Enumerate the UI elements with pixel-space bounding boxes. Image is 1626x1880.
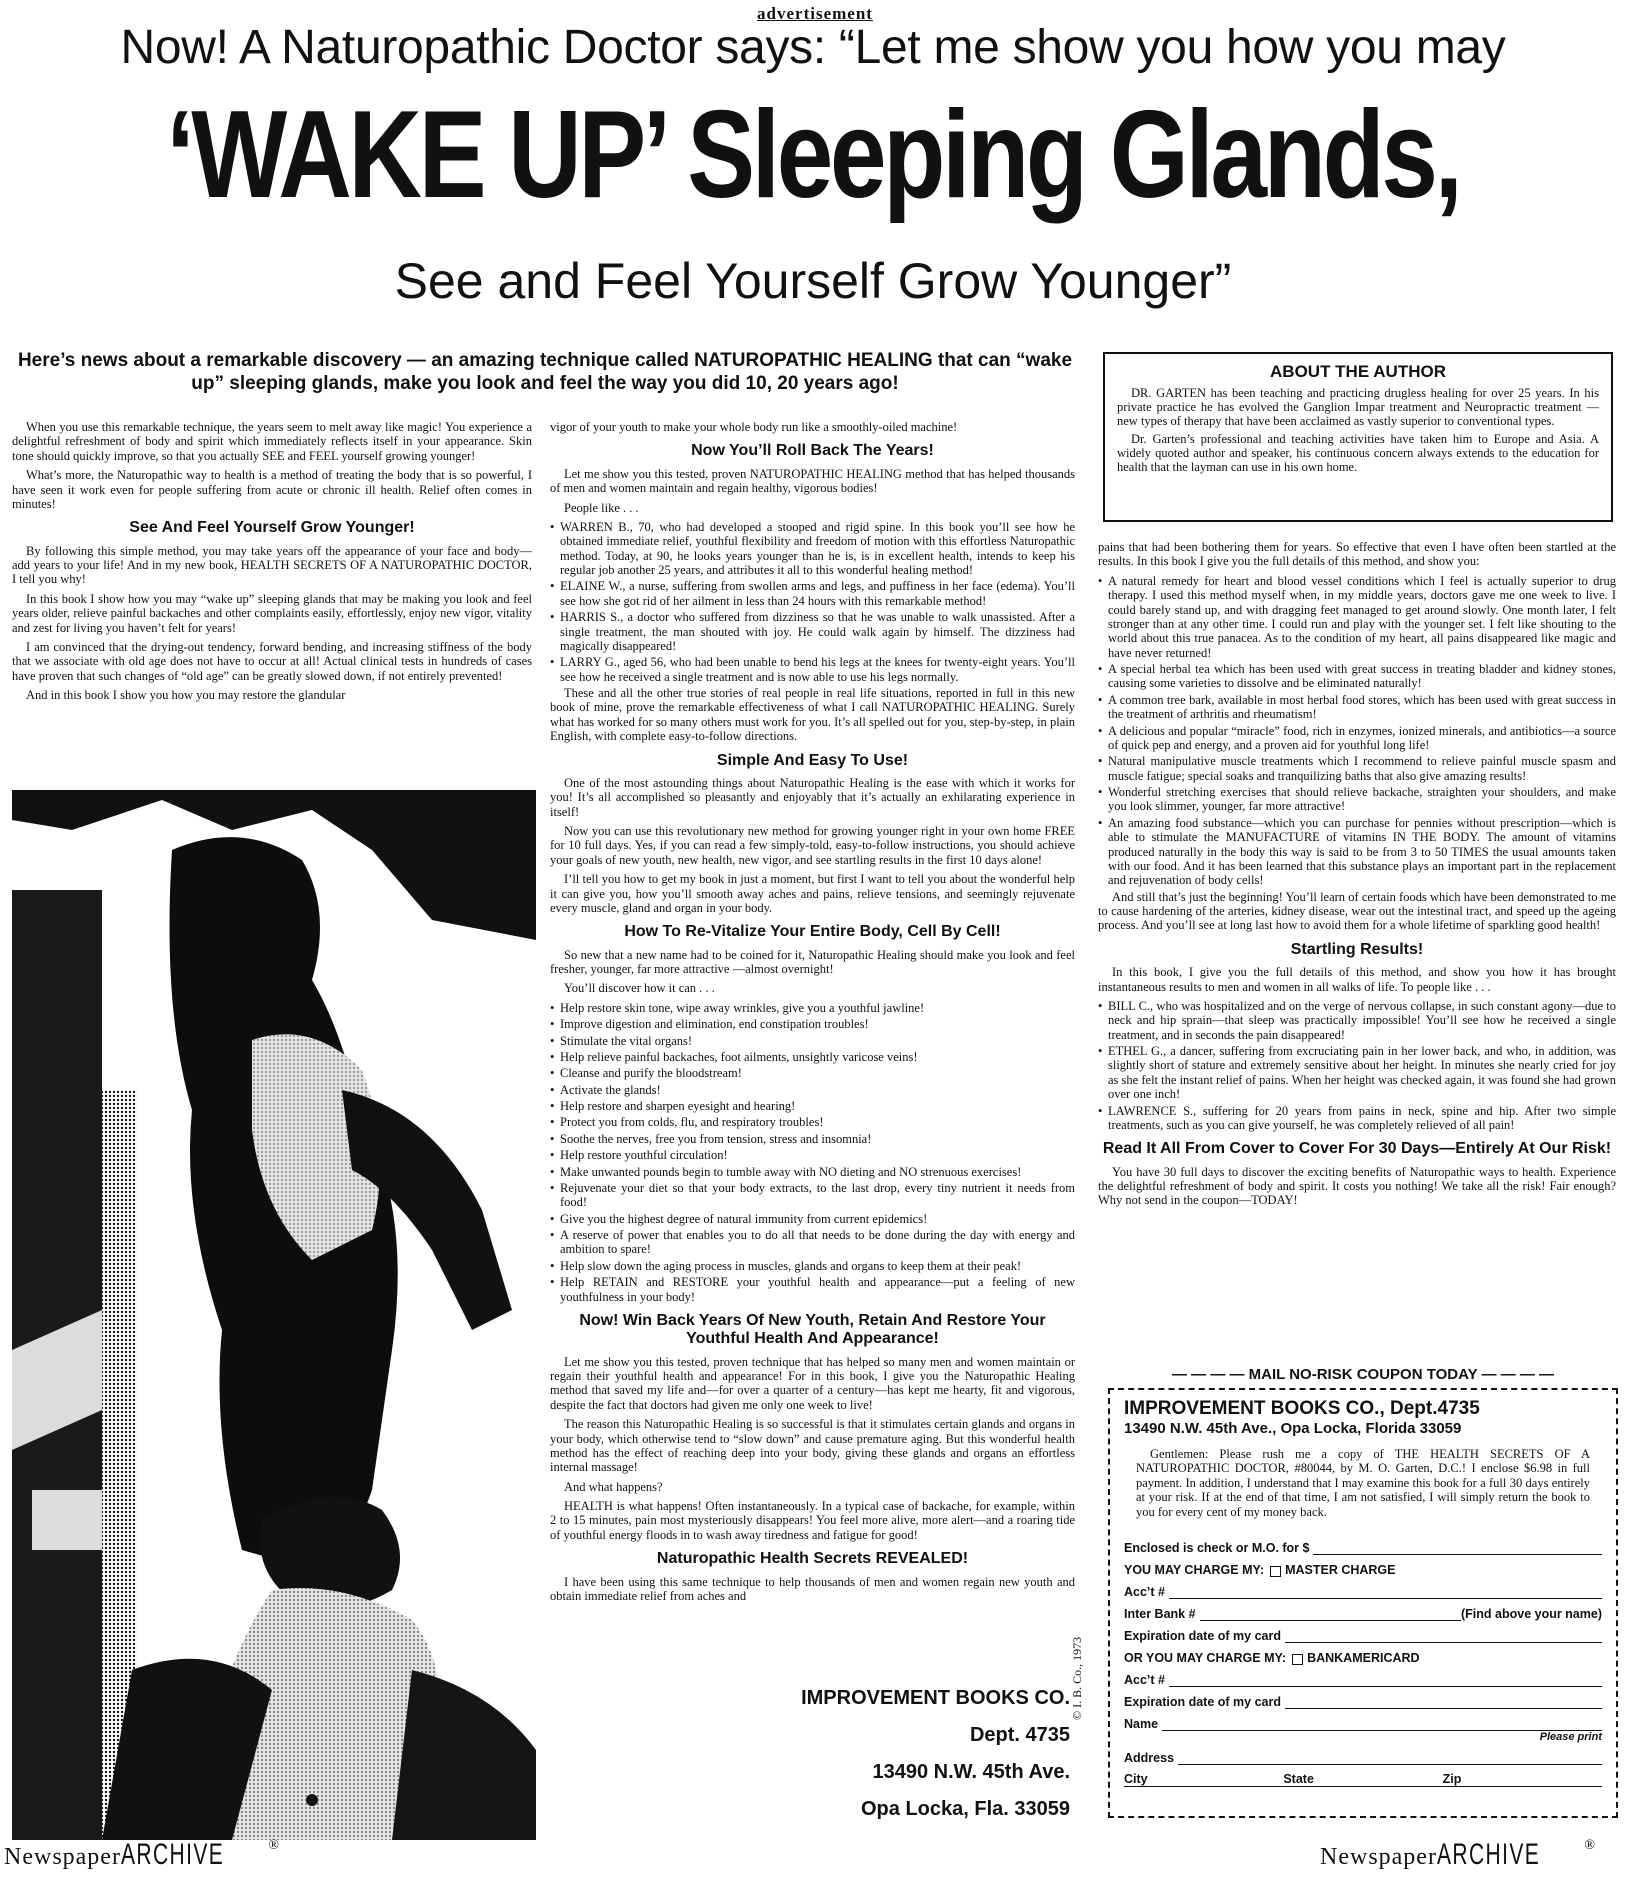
- paragraph: vigor of your youth to make your whole body run like a smoothly-oiled machine!: [550, 420, 958, 434]
- expiration-date-field[interactable]: Expiration date of my card: [1124, 1621, 1602, 1643]
- section-heading: Read It All From Cover to Cover For 30 Days—Entirely At Our Risk!: [1102, 1140, 1612, 1158]
- headline-line3: See and Feel Yourself Grow Younger”: [394, 253, 1232, 309]
- list-item: • Rejuvenate your diet so that your body extracts, to the last drop, every tiny nutrient it needs from food!: [550, 1181, 1075, 1210]
- paragraph: And what happens?: [564, 1479, 663, 1494]
- about-author-title: ABOUT THE AUTHOR: [1270, 362, 1446, 381]
- list-item: • LARRY G., aged 56, who had been unable to bend his legs at the knees for twenty-eight years. You’ll see how he received a single treatment and is now able to use his legs normally.: [550, 655, 1075, 684]
- list-item: • Cleanse and purify the bloodstream!: [550, 1066, 1075, 1080]
- list-item: • Give you the highest degree of natural immunity from current epidemics!: [550, 1212, 1075, 1226]
- paragraph: I am convinced that the drying-out tendency, forward bending, and increasing stiffness of the body that we associate with old age does not have to occur at all! Actual clinical tests in hundreds of cases have proven that such changes of “old age” can be greatly slowed down, if not entirely prevented!: [12, 639, 532, 683]
- list-item: • LAWRENCE S., suffering for 20 years from pains in neck, spine and hip. After two simple treatments, such as you can give yourself, he was completely relieved of all pain!: [1098, 1104, 1616, 1133]
- list-item: • A delicious and popular “miracle” food, rich in enzymes, ionized minerals, and antibiotics—a source of quick pep and energy, and a proven aid for youthful long life!: [1098, 724, 1616, 753]
- headline-main: ‘WAKE UP’ Sleeping Glands,: [166, 86, 1460, 224]
- section-heading: Simple And Easy To Use!: [716, 751, 909, 769]
- section-heading: Naturopathic Health Secrets REVEALED!: [656, 1550, 969, 1568]
- column-1: [12, 420, 532, 707]
- mailing-address-block: [800, 1680, 1070, 1828]
- column-2: [550, 420, 1075, 1608]
- payment-amount-field[interactable]: Enclosed is check or M.O. for $: [1124, 1533, 1602, 1555]
- interbank-number-field[interactable]: Inter Bank # (Find above your name): [1124, 1606, 1602, 1621]
- city-label: City: [1124, 1771, 1148, 1786]
- account-number-field-2[interactable]: Acc’t #: [1124, 1665, 1602, 1687]
- remedy-list: [1098, 574, 1616, 888]
- paragraph: One of the most astounding things about Naturopathic Healing is the ease with which it works for you! It’s all accomplished so pleasantly and enjoyably that it’s actually an exhilarating experience in itself!: [550, 775, 1075, 819]
- paragraph: Let me show you this tested, proven NATUROPATHIC HEALING method that has helped thousands of men and women maintain and regain healthy, vigorous bodies!: [550, 466, 1075, 496]
- list-item: • Help RETAIN and RESTORE your youthful health and appearance—put a feeling of new youthfulness in your body!: [550, 1275, 1075, 1304]
- paragraph: When you use this remarkable technique, the years seem to melt away like magic! You experience a delightful refreshment of body and spirit which immediately reflects itself in your appearance. Skin tone should quickly improve, so that you actually SEE and FEEL yourself growing younger!: [12, 420, 532, 463]
- paragraph: Dr. Garten’s professional and teaching activities have taken him to Europe and Asia. A widely quoted author and speaker, his continuous concern always extends to the education for health that the layman can use in his own home.: [1117, 431, 1599, 475]
- coupon-company: IMPROVEMENT BOOKS CO., Dept.4735: [1124, 1398, 1480, 1419]
- city-state-zip-field[interactable]: [1124, 1765, 1602, 1787]
- paragraph: The reason this Naturopathic Healing is so successful is that it stimulates certain glands and organs in your body, which otherwise tend to “slow down” and cause premature aging. But this wonderful health method has the effect of reaching deep into your body, giving these glands and organs an effortless internal massage!: [550, 1417, 1075, 1475]
- please-print-note: Please print: [1539, 1730, 1602, 1743]
- paragraph: People like . . .: [564, 500, 639, 515]
- benefit-list: [550, 1001, 1075, 1304]
- results-list: [1098, 999, 1616, 1132]
- paragraph: In this book I show how you may “wake up” sleeping glands that may be making you look and feel years older, relieve painful backaches and other complaints easily, effortlessly, enjoy new vigor, vitality and zest for living you haven’t felt for years!: [12, 591, 532, 635]
- list-item: • Wonderful stretching exercises that should relieve backache, straighten your shoulders, and make you look slimmer, younger, far more attractive!: [1098, 785, 1616, 814]
- couple-photo: [12, 790, 536, 1840]
- order-coupon[interactable]: [1108, 1388, 1618, 1818]
- advertisement-label: advertisement: [757, 4, 873, 23]
- list-item: • WARREN B., 70, who had developed a stooped and rigid spine. In this book you’ll see how he obtained immediate relief, youthful flexibility and freedom of motion with this effortless Naturopathic method. Today, at 90, he looks years younger than he is, is in excellent health, intends to keep his regular job another 25 years, and attributes it all to this wonderful healing method!: [550, 520, 1075, 578]
- section-heading: Now! Win Back Years Of New Youth, Retain And Restore Your Youthful Health And Appearance!: [579, 1311, 1046, 1348]
- list-item: • A natural remedy for heart and blood vessel conditions which I feel is actually superior to drug therapy. I used this method myself when, in my middle years, doctors gave me one week to live. I could barely stand up, and with dragging feet managed to get around slowly. One month later, I felt stronger than at any other time. I could run and play with the younger set. I felt like shouting to the world about this true panacea. As to the condition of my heart, all pains disappeared like magic and have never returned!: [1098, 574, 1616, 660]
- copyright-notice: © I. B. Co., 1973: [1070, 1636, 1084, 1720]
- name-field[interactable]: Name: [1124, 1709, 1602, 1731]
- paragraph: Let me show you this tested, proven technique that has helped so many men and women maintain or regain their youthful health and appearance! For in this book, I give you the Naturopathic Healing method that saved my life and—for over a quarter of a century—has kept me hearty, fit and vigorous, despite the fact that doctors had given me only one week to live!: [550, 1354, 1075, 1412]
- section-heading: Startling Results!: [1290, 940, 1424, 958]
- list-item: • ETHEL G., a dancer, suffering from excruciating pain in her lower back, and who, in addition, was slightly short of stature and extremely sensitive about her height. In minutes she nearly cried for joy as she felt the instant relief of pains. When her height was checked again, it was found she had grown over one inch!: [1098, 1044, 1616, 1102]
- master-charge-checkbox[interactable]: [1270, 1566, 1281, 1577]
- paragraph: Now you can use this revolutionary new method for growing younger right in your own home FREE for 10 full days. Yes, if you can read a few simply-told, easy-to-follow instructions, you should achieve your goals of new youth, new health, new vigor, and see startling results in the first 10 days alone!: [550, 824, 1075, 867]
- paragraph: HEALTH is what happens! Often instantaneously. In a typical case of backache, for example, within 2 to 15 minutes, pain most mysteriously disappears! You feel more alive, more alert—and a roaring tide of youthful energy floods in to wash away tiredness and fatigue for good!: [550, 1499, 1075, 1542]
- paragraph: By following this simple method, you may take years off the appearance of your face and body—add years to your life! And in my new book, HEALTH SECRETS OF A NATUROPATHIC DOCTOR, I tell you why!: [12, 543, 532, 587]
- section-heading: How To Re-Vitalize Your Entire Body, Cell By Cell!: [624, 923, 1001, 941]
- list-item: • Activate the glands!: [550, 1083, 1075, 1097]
- coupon-title: — — — — MAIL NO-RISK COUPON TODAY — — — —: [1172, 1366, 1554, 1383]
- list-item: • Help relieve painful backaches, foot ailments, unsightly varicose veins!: [550, 1050, 1075, 1064]
- list-item: • Help restore skin tone, wipe away wrinkles, give you a youthful jawline!: [550, 1001, 1075, 1015]
- paragraph: I’ll tell you how to get my book in just a moment, but first I want to tell you about the wonderful help it can give you, how you’ll smooth away aches and pains, relieve tensions, and seemingly rejuvenate every muscle, gland and organ in your body.: [550, 872, 1075, 915]
- coupon-address: 13490 N.W. 45th Ave., Opa Locka, Florida 33059: [1124, 1420, 1462, 1437]
- account-number-field[interactable]: Acc’t #: [1124, 1577, 1602, 1599]
- city-state-zip: Opa Locka, Fla. 33059: [861, 1798, 1070, 1820]
- list-item: • Help slow down the aging process in muscles, glands and organs to keep them at their peak!: [550, 1259, 1075, 1273]
- headline-line1: Now! A Naturopathic Doctor says: “Let me show you how you may: [120, 21, 1506, 74]
- list-item: • Stimulate the vital organs!: [550, 1034, 1075, 1048]
- department: Dept. 4735: [969, 1724, 1070, 1746]
- paragraph: What’s more, the Naturopathic way to health is a method of treating the body that is so powerful, I have seen it work even for people suffering from acute or chronic ill health. Relief often comes in minutes!: [12, 468, 532, 511]
- expiration-date-field-2[interactable]: Expiration date of my card: [1124, 1687, 1602, 1709]
- testimonial-list: [550, 520, 1075, 684]
- list-item: • BILL C., who was hospitalized and on the verge of nervous collapse, in such constant agony—due to neck and hip sprain—that sleep was practically impossible! You’ll see how he received a single treatment, and in seconds the pain disappeared!: [1098, 999, 1616, 1042]
- state-label: State: [1283, 1771, 1314, 1786]
- paragraph: pains that had been bothering them for years. So effective that even I have often been startled at the results. In this book I give you the full details of this method, and show you:: [1098, 540, 1616, 569]
- list-item: • Help restore youthful circulation!: [550, 1148, 1075, 1162]
- zip-label: Zip: [1442, 1771, 1462, 1786]
- address-field[interactable]: Address: [1124, 1743, 1602, 1765]
- intro-text: Here’s news about a remarkable discovery — an amazing technique called NATUROPATHIC HEALING that can “wake up” sleeping glands, make you look and feel the way you did 10, 20 years ago!: [17, 350, 1073, 394]
- charge-option-master: YOU MAY CHARGE MY: MASTER CHARGE: [1124, 1562, 1396, 1577]
- section-heading: See And Feel Yourself Grow Younger!: [129, 519, 415, 537]
- newspaperarchive-logo: NewspaperARCHIVE ®: [1320, 1838, 1596, 1871]
- list-item: • ELAINE W., a nurse, suffering from swollen arms and legs, and puffiness in her face (edema). You’ll see how she got rid of her ailment in less than 24 hours with this remarkable method!: [550, 579, 1075, 608]
- list-item: • Natural manipulative muscle treatments which I recommend to relieve painful muscle spasm and muscle fatigue; special soaks and tranquilizing baths that also give amazing results!: [1098, 754, 1616, 783]
- paragraph: I have been using this same technique to help thousands of men and women regain new youth and obtain immediate relief from aches and: [550, 1574, 1075, 1603]
- paragraph: You’ll discover how it can . . .: [564, 981, 715, 996]
- list-item: • HARRIS S., a doctor who suffered from dizziness so that he was unable to walk unassisted. After a single treatment, the man shouted with joy. He could walk again by himself. The dizziness had magically disappeared!: [550, 610, 1075, 653]
- paragraph: In this book, I give you the full details of this method, and show you how it has brought instantaneous results to men and women in all walks of life. To people like . . .: [1098, 965, 1616, 994]
- paragraph: DR. GARTEN has been teaching and practicing drugless healing for over 25 years. In his private practice he has evolved the Ganglion Impar treatment and Neuropractic treatment — new types of therapy that have been acclaimed as vastly superior to conventional types.: [1117, 385, 1599, 429]
- about-author-box: [1103, 352, 1613, 522]
- list-item: • A common tree bark, available in most herbal food stores, which has been used with great success in the treatment of arthritis and rheumatism!: [1098, 693, 1616, 722]
- list-item: • A special herbal tea which has been used with great success in treating bladder and kidney stones, causing some varieties to dissolve and be eliminated naturally!: [1098, 662, 1616, 691]
- paragraph: And in this book I show you how you may restore the glandular: [26, 688, 346, 703]
- list-item: • A reserve of power that enables you to do all that needs to be done during the day with energy and ambition to spare!: [550, 1228, 1075, 1257]
- paragraph: You have 30 full days to discover the exciting benefits of Naturopathic ways to health. Experience the delightful refreshment of body and spirit. It costs you nothing! We take all the risk! Fair enough? Why not send in the coupon—TODAY!: [1098, 1164, 1616, 1208]
- coupon-order-text: Gentlemen: Please rush me a copy of THE HEALTH SECRETS OF A NATUROPATHIC DOCTOR, #80044, by M. O. Garten, D.C.! I enclose $6.98 in full payment. In addition, I understand that I may examine this book for a full 30 days entirely at your risk. If at the end of that time, I am not satisfied, I will simply return the book to you for every cent of my money back.: [1136, 1447, 1590, 1519]
- column-3: [1098, 540, 1616, 1213]
- list-item: • An amazing food substance—which you can purchase for pennies without prescription—which is able to stimulate the MANUFACTURE of vitamins IN THE BODY. The amount of vitamins produced naturally in the body this way is said to be from 3 to 50 TIMES the usual amounts taken with our food. And it has been learned that this substance plays an important part in the replacement and rejuvenation of body cells!: [1098, 816, 1616, 888]
- paragraph: So new that a new name had to be coined for it, Naturopathic Healing should make you look and feel fresher, younger, far more attractive —almost overnight!: [550, 947, 1075, 977]
- list-item: • Improve digestion and elimination, end constipation troubles!: [550, 1017, 1075, 1031]
- list-item: • Help restore and sharpen eyesight and hearing!: [550, 1099, 1075, 1113]
- list-item: • Make unwanted pounds begin to tumble away with NO dieting and NO strenuous exercises!: [550, 1165, 1075, 1179]
- newspaperarchive-logo: NewspaperARCHIVE ®: [4, 1838, 280, 1871]
- paragraph: These and all the other true stories of real people in real life situations, reported in full in this new book of mine, prove the remarkable effectiveness of what I call NATUROPATHIC HEALING. Surely what has worked for so many others must work for you. It’s all spelled out for you, step-by-step, in plain English, with complete easy-to-follow directions.: [550, 686, 1075, 744]
- paragraph: And still that’s just the beginning! You’ll learn of certain foods which have been demonstrated to me to cause hardening of the arteries, kidney disease, wear out the intestinal tract, and speed up the ageing process. And you’ll see at long last how to avoid them for a whole lifetime of sparkling good health!: [1098, 889, 1616, 933]
- list-item: • Protect you from colds, flu, and respiratory troubles!: [550, 1115, 1075, 1129]
- street-address: 13490 N.W. 45th Ave.: [872, 1761, 1070, 1783]
- charge-option-bankamericard: OR YOU MAY CHARGE MY: BANKAMERICARD: [1124, 1650, 1420, 1665]
- section-heading: Now You’ll Roll Back The Years!: [691, 442, 934, 460]
- bankamericard-checkbox[interactable]: [1292, 1654, 1303, 1665]
- list-item: • Soothe the nerves, free you from tension, stress and insomnia!: [550, 1132, 1075, 1146]
- company-name: IMPROVEMENT BOOKS CO.: [801, 1687, 1070, 1709]
